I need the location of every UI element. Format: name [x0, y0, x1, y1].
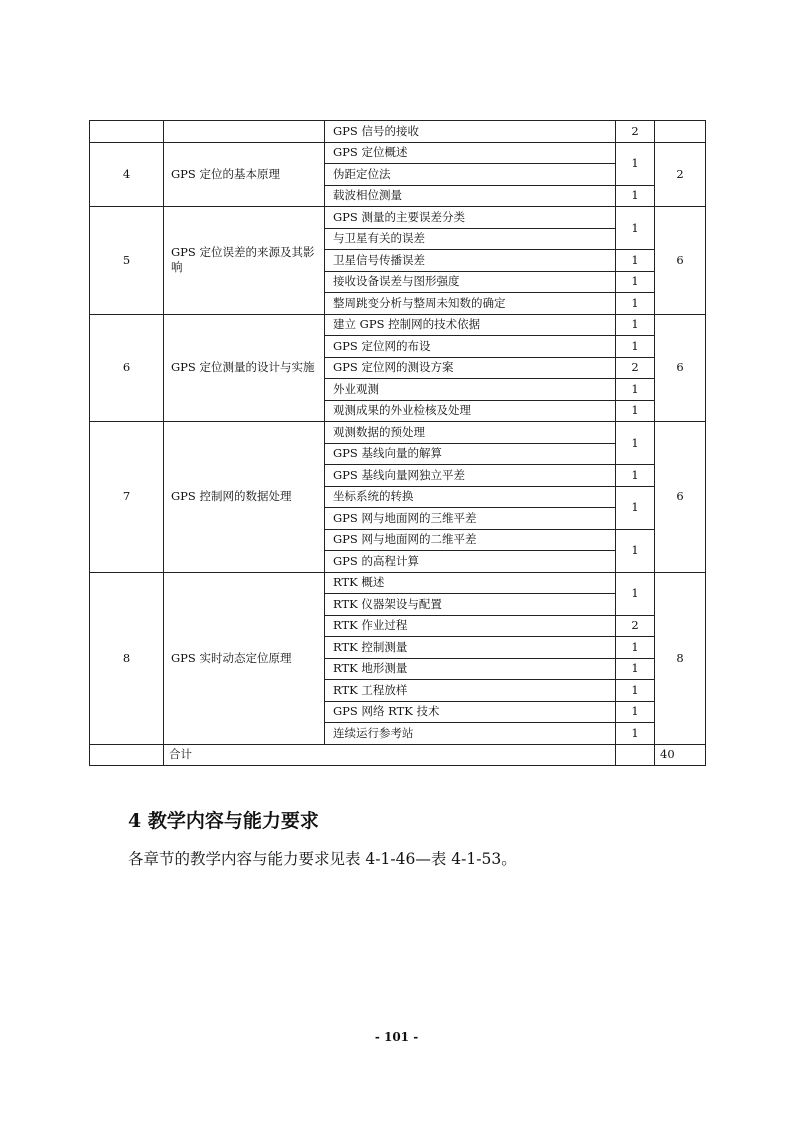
topic-cell: 与卫星有关的误差 — [325, 228, 616, 250]
chapter-total-hours: 8 — [655, 572, 706, 744]
topic-cell: GPS 定位概述 — [325, 142, 616, 164]
topic-hours: 2 — [616, 357, 655, 379]
topic-cell: GPS 定位网的测设方案 — [325, 357, 616, 379]
topic-cell: 卫星信号传播误差 — [325, 250, 616, 272]
table-row — [90, 422, 706, 444]
chapter-total-hours — [655, 121, 706, 143]
table-row — [90, 314, 706, 336]
topic-hours: 1 — [616, 379, 655, 401]
total-sum: 40 — [655, 744, 706, 766]
table-row — [90, 572, 706, 594]
topic-hours: 1 — [616, 293, 655, 315]
topic-cell: 坐标系统的转换 — [325, 486, 616, 508]
total-label: 合计 — [164, 744, 616, 766]
topic-hours: 1 — [616, 271, 655, 293]
chapter-total-hours: 6 — [655, 314, 706, 422]
section-heading: 4 教学内容与能力要求 — [128, 810, 319, 832]
chapter-number: 4 — [90, 142, 164, 207]
total-empty-cell — [616, 744, 655, 766]
topic-hours: 1 — [616, 185, 655, 207]
chapter-total-hours: 2 — [655, 142, 706, 207]
topic-cell: GPS 基线向量的解算 — [325, 443, 616, 465]
topic-hours: 1 — [616, 142, 655, 185]
chapter-number: 6 — [90, 314, 164, 422]
topic-hours: 1 — [616, 314, 655, 336]
topic-hours: 1 — [616, 529, 655, 572]
table-row — [90, 142, 706, 164]
topic-hours: 1 — [616, 637, 655, 659]
chapter-number — [90, 121, 164, 143]
topic-cell: 连续运行参考站 — [325, 723, 616, 745]
topic-hours: 2 — [616, 615, 655, 637]
topic-cell: GPS 网络 RTK 技术 — [325, 701, 616, 723]
topic-hours: 1 — [616, 486, 655, 529]
topic-hours: 1 — [616, 465, 655, 487]
topic-cell: 整周跳变分析与整周未知数的确定 — [325, 293, 616, 315]
topic-hours: 1 — [616, 422, 655, 465]
topic-cell: RTK 作业过程 — [325, 615, 616, 637]
course-hours-table — [89, 120, 706, 766]
total-empty-cell — [90, 744, 164, 766]
topic-hours: 1 — [616, 658, 655, 680]
topic-cell: GPS 网与地面网的三维平差 — [325, 508, 616, 530]
chapter-total-hours: 6 — [655, 207, 706, 315]
chapter-number: 5 — [90, 207, 164, 315]
topic-cell: GPS 的高程计算 — [325, 551, 616, 573]
topic-cell: GPS 网与地面网的二维平差 — [325, 529, 616, 551]
topic-hours: 1 — [616, 207, 655, 250]
chapter-name: GPS 实时动态定位原理 — [164, 572, 325, 744]
topic-cell: GPS 基线向量网独立平差 — [325, 465, 616, 487]
total-row — [90, 744, 706, 766]
topic-hours: 1 — [616, 572, 655, 615]
table-row — [90, 121, 706, 143]
topic-cell: GPS 信号的接收 — [325, 121, 616, 143]
topic-hours: 2 — [616, 121, 655, 143]
table-row — [90, 207, 706, 229]
topic-hours: 1 — [616, 723, 655, 745]
topic-cell: 伪距定位法 — [325, 164, 616, 186]
topic-cell: 观测数据的预处理 — [325, 422, 616, 444]
topic-hours: 1 — [616, 250, 655, 272]
topic-cell: RTK 工程放样 — [325, 680, 616, 702]
section-paragraph: 各章节的教学内容与能力要求见表 4-1-46—表 4-1-53。 — [128, 850, 517, 868]
topic-hours: 1 — [616, 400, 655, 422]
topic-cell: 观测成果的外业检核及处理 — [325, 400, 616, 422]
topic-cell: RTK 概述 — [325, 572, 616, 594]
topic-hours: 1 — [616, 701, 655, 723]
topic-cell: GPS 定位网的布设 — [325, 336, 616, 358]
chapter-name: GPS 定位误差的来源及其影响 — [164, 207, 325, 315]
chapter-name — [164, 121, 325, 143]
topic-cell: 载波相位测量 — [325, 185, 616, 207]
topic-hours: 1 — [616, 680, 655, 702]
topic-cell: 外业观测 — [325, 379, 616, 401]
topic-cell: 建立 GPS 控制网的技术依据 — [325, 314, 616, 336]
topic-hours: 1 — [616, 336, 655, 358]
chapter-total-hours: 6 — [655, 422, 706, 573]
page-number: - 101 - — [374, 1030, 419, 1044]
topic-cell: GPS 测量的主要误差分类 — [325, 207, 616, 229]
chapter-name: GPS 定位的基本原理 — [164, 142, 325, 207]
chapter-name: GPS 定位测量的设计与实施 — [164, 314, 325, 422]
topic-cell: RTK 仪器架设与配置 — [325, 594, 616, 616]
topic-cell: 接收设备误差与图形强度 — [325, 271, 616, 293]
chapter-number: 8 — [90, 572, 164, 744]
topic-cell: RTK 控制测量 — [325, 637, 616, 659]
chapter-number: 7 — [90, 422, 164, 573]
chapter-name: GPS 控制网的数据处理 — [164, 422, 325, 573]
topic-cell: RTK 地形测量 — [325, 658, 616, 680]
